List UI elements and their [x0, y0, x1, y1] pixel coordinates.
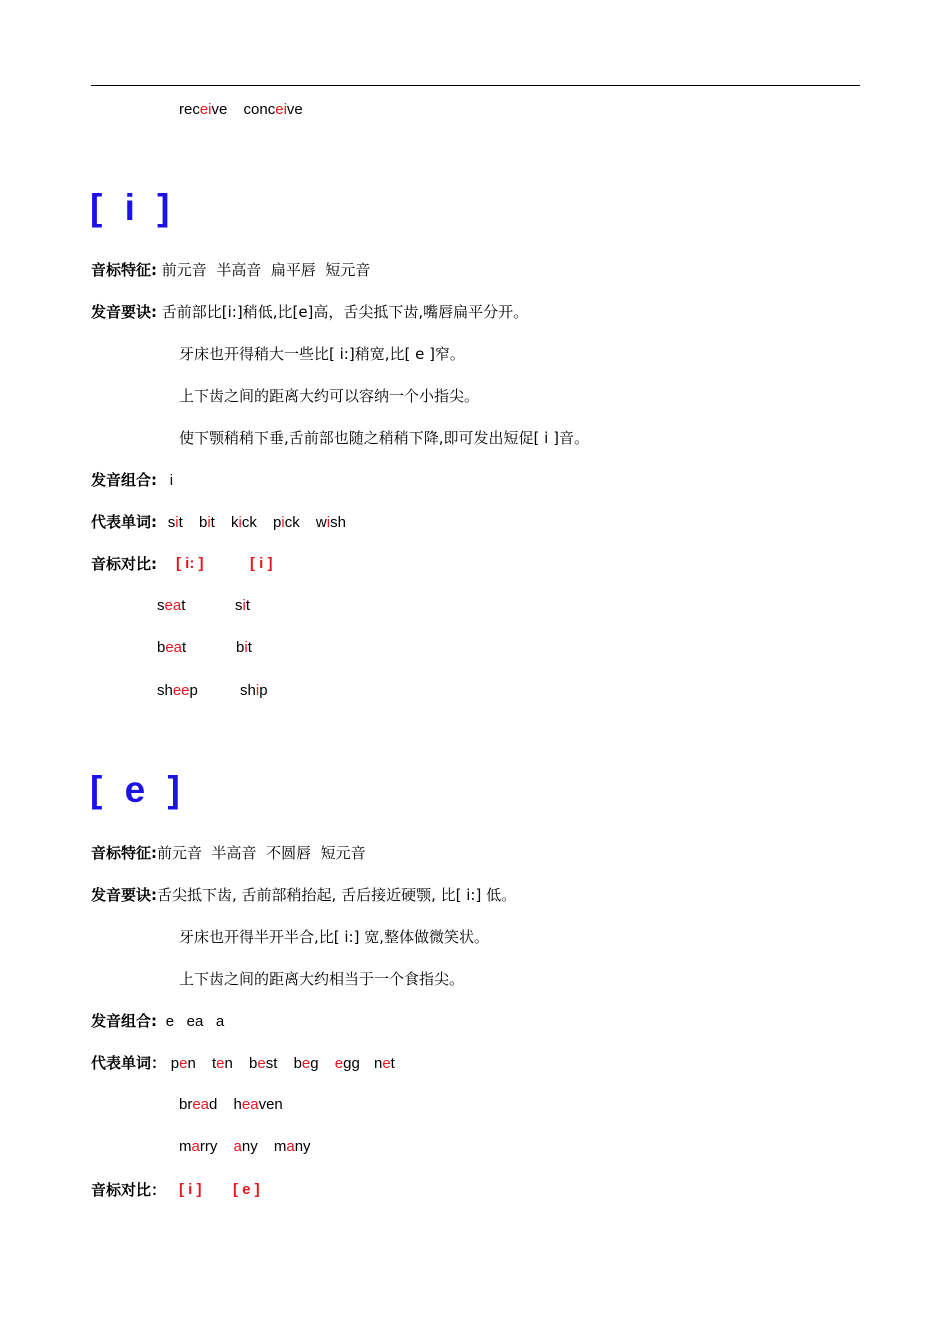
- tip-text: 使下颚稍稍下垂,舌前部也随之稍稍下降,即可发出短促[ i ]音。: [179, 429, 589, 447]
- word-ten: ten: [212, 1055, 233, 1072]
- tips-label: 发音要诀:: [91, 886, 157, 904]
- word-heaven: heaven: [233, 1096, 283, 1113]
- word-bit: bit: [198, 514, 215, 531]
- combo-row-i: [91, 470, 173, 491]
- pair-word-b: ship: [240, 682, 268, 699]
- contrast-row-i: [91, 554, 157, 574]
- features-label: 音标特征:: [91, 261, 157, 279]
- words-label: 代表单词：: [91, 1054, 167, 1072]
- word-pen: pen: [170, 1055, 196, 1072]
- word-receive: receive: [179, 101, 228, 118]
- word-bread: bread: [179, 1096, 218, 1113]
- tips-row-e: [91, 885, 516, 905]
- word-pick: pick: [273, 514, 300, 531]
- tip-text: 牙床也开得半开半合,比[ i:] 宽,整体做微笑状。: [179, 928, 489, 946]
- tips-label: 发音要诀:: [91, 303, 157, 321]
- words-row-e-2: [179, 1095, 283, 1115]
- words-label: 代表单词:: [91, 513, 157, 531]
- tip-text: 舌尖抵下齿, 舌前部稍抬起, 舌后接近硬颚, 比[ i:] 低。: [157, 886, 517, 904]
- contrast-symbol-long-i: [ i: ]: [176, 555, 204, 572]
- contrast-row-e: [91, 1180, 166, 1200]
- combo-text: e ea a: [165, 1013, 225, 1030]
- features-row-e: [91, 843, 366, 863]
- word-conceive: conceive: [243, 101, 303, 118]
- phonetic-heading-e: [ e ]: [90, 769, 186, 810]
- word-beg: beg: [293, 1055, 319, 1072]
- pair-word-a: sheep: [157, 682, 198, 699]
- header-rule: [91, 85, 860, 86]
- word-kick: kick: [231, 514, 257, 531]
- features-label: 音标特征:: [91, 844, 157, 862]
- words-row-i: [91, 512, 346, 533]
- features-text: 前元音 半高音 扁平唇 短元音: [161, 261, 371, 279]
- word-wish: wish: [315, 514, 346, 531]
- pair-word-a: seat: [157, 597, 186, 614]
- word-any: any: [233, 1138, 258, 1155]
- word-egg: egg: [334, 1055, 360, 1072]
- top-word-row: [179, 100, 303, 120]
- tip-text: 牙床也开得稍大一些比[ i:]稍宽,比[ e ]窄。: [179, 345, 465, 363]
- features-text: 前元音 半高音 不圆唇 短元音: [157, 844, 366, 862]
- words-row-e: [91, 1053, 395, 1074]
- pair-word-b: sit: [235, 597, 251, 614]
- features-row-i: [91, 260, 370, 280]
- contrast-symbol-i: [ i ]: [179, 1181, 202, 1198]
- pair-word-a: beat: [157, 639, 187, 656]
- pair-word-b: bit: [236, 639, 252, 656]
- contrast-symbol-short-i: [ i ]: [250, 555, 273, 572]
- words-row-e-3: [179, 1137, 311, 1157]
- contrast-symbol-e: [ e ]: [233, 1181, 260, 1198]
- combo-label: 发音组合:: [91, 471, 157, 489]
- word-sit: sit: [167, 514, 183, 531]
- phonetic-heading-i: [ i ]: [90, 187, 176, 228]
- tip-text: 舌前部比[i:]稍低,比[e]高，舌尖抵下齿,嘴唇扁平分开。: [161, 303, 529, 321]
- combo-text: i: [169, 472, 174, 489]
- combo-label: 发音组合:: [91, 1012, 157, 1030]
- word-marry: marry: [179, 1138, 218, 1155]
- contrast-label: 音标对比：: [91, 1181, 167, 1199]
- tip-text: 上下齿之间的距离大约相当于一个食指尖。: [179, 970, 465, 988]
- contrast-label: 音标对比:: [91, 555, 157, 573]
- word-net: net: [373, 1055, 395, 1072]
- tips-row-i: [91, 302, 528, 322]
- tip-text: 上下齿之间的距离大约可以容纳一个小指尖。: [179, 387, 480, 405]
- word-many: many: [273, 1138, 311, 1155]
- combo-row-e: [91, 1011, 224, 1032]
- word-best: best: [249, 1055, 278, 1072]
